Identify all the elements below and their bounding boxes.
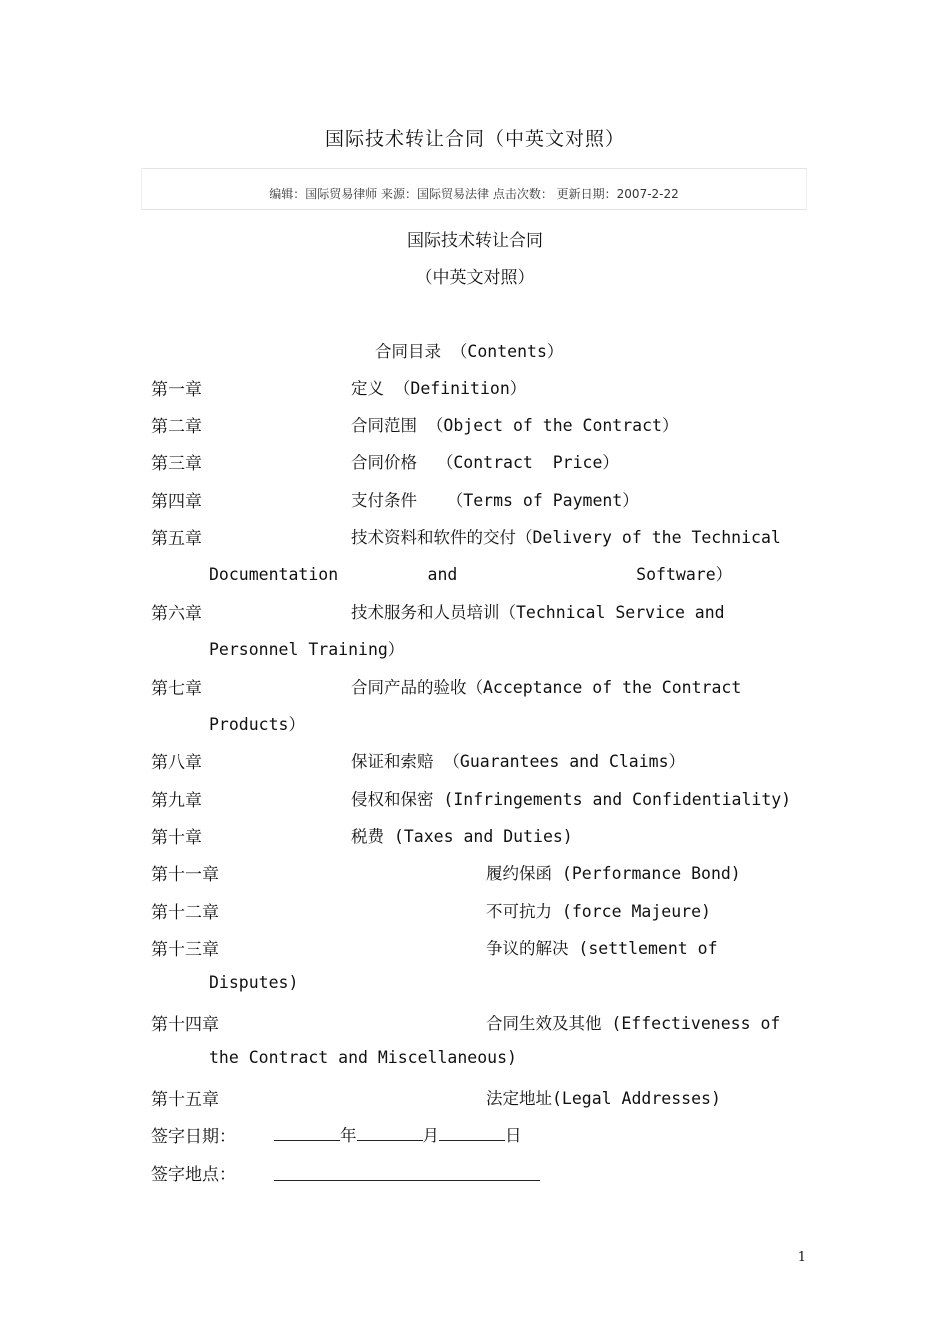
chapter-9-label: 第九章: [151, 791, 202, 811]
sign-year-unit: 年: [340, 1126, 357, 1145]
chapter-13-label: 第十三章: [151, 940, 219, 960]
chapter-1-en: （Definition）: [384, 379, 527, 398]
chapter-9-title: [351, 786, 791, 810]
chapter-7-continuation: Products）: [209, 715, 305, 734]
chapter-6-en: （Technical Service and: [499, 603, 725, 622]
chapter-13-continuation: Disputes): [209, 973, 299, 992]
subtitle-main: 国际技术转让合同: [407, 231, 543, 251]
chapter-2-title: [351, 412, 678, 436]
chapter-5-en: （Delivery of the Technical: [516, 528, 781, 547]
chapter-14-label: 第十四章: [151, 1015, 219, 1035]
sign-day-unit: 日: [505, 1126, 522, 1145]
sign-place-label: 签字地点：: [151, 1165, 236, 1185]
page-number: 1: [797, 1250, 806, 1265]
chapter-3-title: [351, 449, 619, 473]
contents-heading-cn: 合同目录: [375, 342, 441, 361]
sign-place-field: [274, 1160, 540, 1185]
chapter-14-continuation: the Contract and Miscellaneous): [209, 1048, 517, 1067]
chapter-15-label: 第十五章: [151, 1090, 219, 1110]
chapter-13-title: [486, 935, 718, 959]
chapter-12-title: [486, 898, 711, 922]
chapter-8-cn: 保证和索赔: [351, 752, 434, 771]
chapter-13-en: (settlement of: [568, 939, 718, 958]
chapter-12-cn: 不可抗力: [486, 902, 552, 921]
chapter-7-en: （Acceptance of the Contract: [466, 678, 742, 697]
chapter-4-cn: 支付条件: [351, 491, 417, 510]
chapter-15-title: [486, 1085, 721, 1109]
chapter-8-title: [351, 748, 685, 772]
chapter-9-en: (Infringements and Confidentiality): [433, 790, 792, 809]
chapter-14-en: (Effectiveness of: [601, 1014, 781, 1033]
sign-place-blank: [274, 1160, 540, 1181]
chapter-4-title: [351, 487, 639, 511]
chapter-10-title: [351, 823, 573, 847]
chapter-10-en: (Taxes and Duties): [384, 827, 573, 846]
chapter-1-label: 第一章: [151, 380, 202, 400]
sign-date-label: 签字日期：: [151, 1127, 236, 1147]
chapter-12-en: (force Majeure): [552, 902, 711, 921]
chapter-4-en: （Terms of Payment）: [417, 491, 639, 510]
sign-date-field: [274, 1122, 522, 1146]
chapter-6-continuation: Personnel Training）: [209, 640, 405, 659]
subtitle-bilingual: （中英文对照）: [415, 268, 535, 288]
chapter-12-label: 第十二章: [151, 903, 219, 923]
meta-info-box: [141, 168, 807, 210]
sign-day-blank: [439, 1124, 505, 1141]
chapter-11-label: 第十一章: [151, 865, 219, 885]
chapter-2-label: 第二章: [151, 417, 202, 437]
chapter-14-title: [486, 1010, 780, 1034]
chapter-5-label: 第五章: [151, 529, 202, 549]
chapter-5-continuation: Documentation and Software）: [209, 565, 733, 584]
chapter-8-label: 第八章: [151, 753, 202, 773]
chapter-11-title: [486, 860, 741, 884]
meta-info-text: 编辑：国际贸易律师 来源：国际贸易法律 点击次数： 更新日期：2007-2-22: [269, 187, 679, 201]
document-title: 国际技术转让合同（中英文对照）: [324, 128, 625, 150]
chapter-9-cn: 侵权和保密: [351, 790, 434, 809]
chapter-7-title: [351, 674, 741, 698]
chapter-14-cn: 合同生效及其他: [486, 1014, 602, 1033]
chapter-5-cn: 技术资料和软件的交付: [351, 528, 516, 547]
chapter-4-label: 第四章: [151, 492, 202, 512]
chapter-3-cn: 合同价格: [351, 453, 417, 472]
chapter-11-en: (Performance Bond): [552, 864, 741, 883]
chapter-13-cn: 争议的解决: [486, 939, 569, 958]
chapter-5-title: [351, 524, 781, 548]
sign-year-blank: [274, 1124, 340, 1141]
chapter-11-cn: 履约保函: [486, 864, 552, 883]
sign-month-blank: [357, 1124, 423, 1141]
chapter-6-label: 第六章: [151, 604, 202, 624]
chapter-3-label: 第三章: [151, 454, 202, 474]
chapter-7-label: 第七章: [151, 679, 202, 699]
chapter-6-cn: 技术服务和人员培训: [351, 603, 500, 622]
contents-heading-en: （Contents）: [441, 342, 564, 361]
chapter-6-title: [351, 599, 725, 623]
chapter-1-title: [351, 375, 526, 399]
chapter-1-cn: 定义: [351, 379, 384, 398]
chapter-2-en: （Object of the Contract）: [417, 416, 679, 435]
chapter-7-cn: 合同产品的验收: [351, 678, 467, 697]
chapter-10-label: 第十章: [151, 828, 202, 848]
chapter-2-cn: 合同范围: [351, 416, 417, 435]
chapter-15-cn: 法定地址: [486, 1089, 552, 1108]
chapter-8-en: （Guarantees and Claims）: [433, 752, 686, 771]
chapter-10-cn: 税费: [351, 827, 384, 846]
chapter-15-en: (Legal Addresses): [552, 1089, 721, 1108]
sign-month-unit: 月: [422, 1126, 439, 1145]
contents-heading: [375, 338, 563, 362]
chapter-3-en: （Contract Price）: [417, 453, 619, 472]
